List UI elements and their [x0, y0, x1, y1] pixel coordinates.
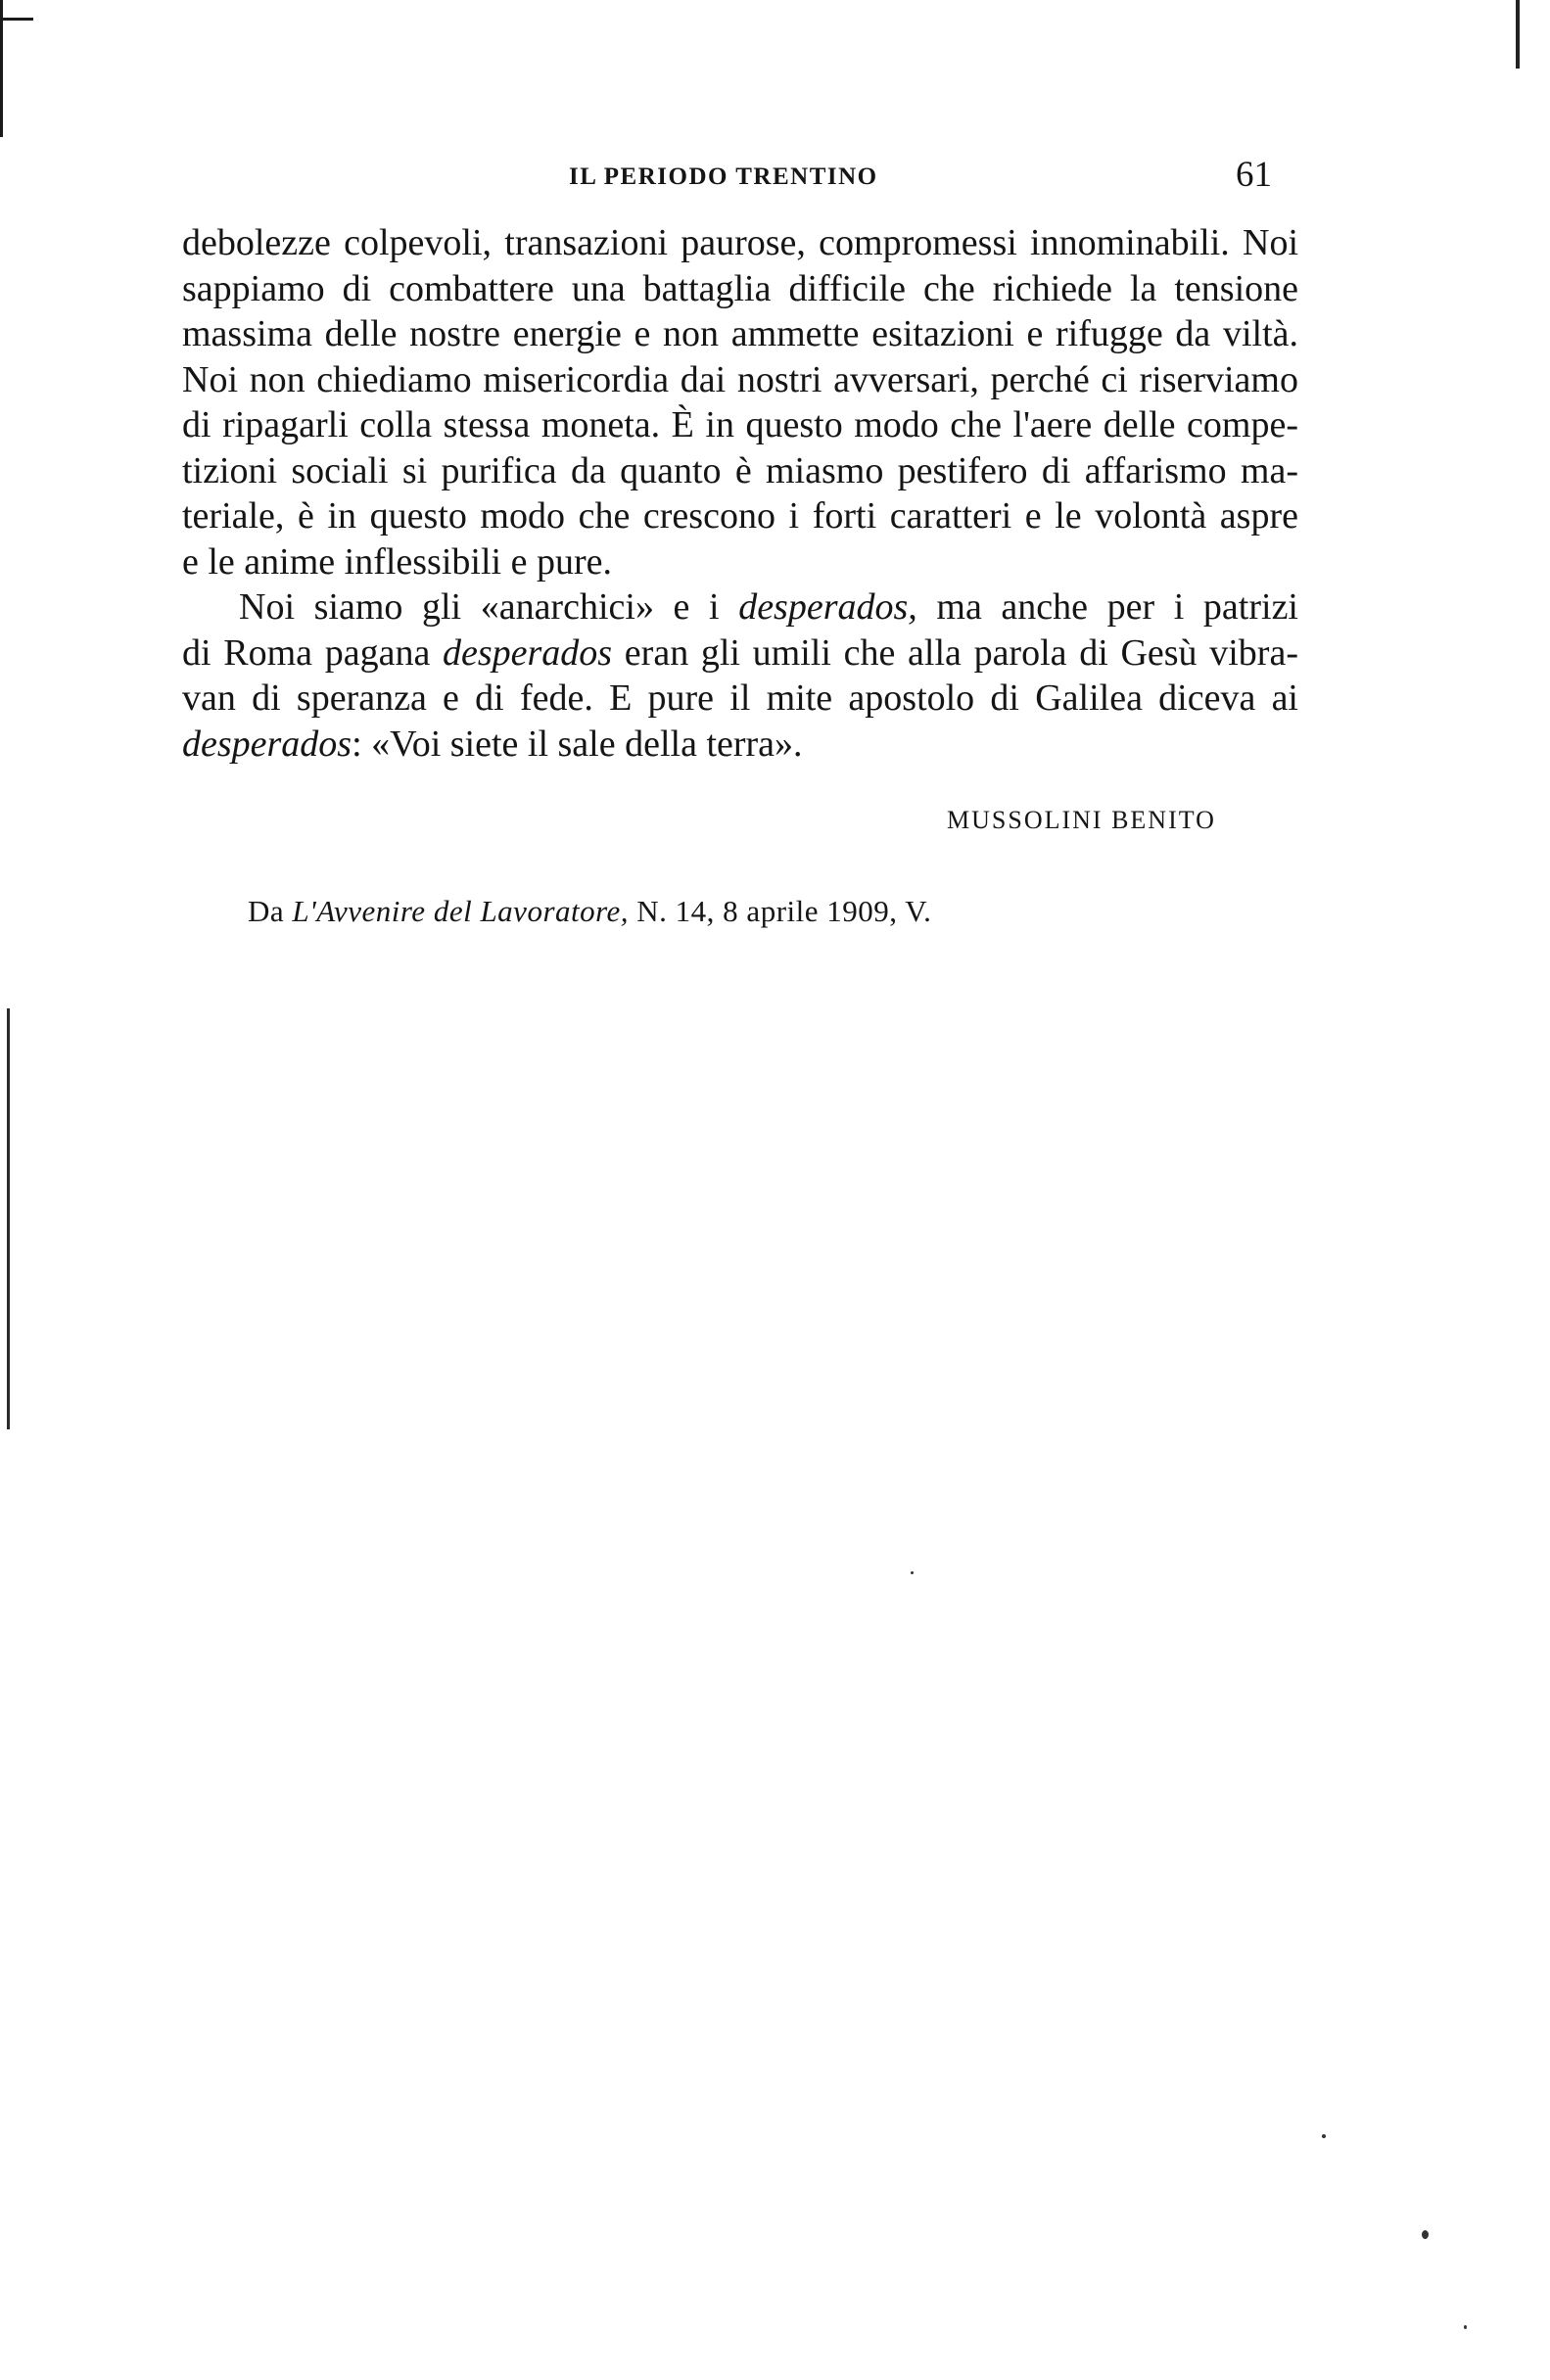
- scan-speck: [1464, 2325, 1467, 2329]
- scan-edge-mark: [0, 18, 33, 21]
- scan-speck: [1322, 2134, 1326, 2138]
- text-run: Da: [248, 894, 293, 928]
- text-line: Noi non chiediamo misericordia dai nostri avversari, perché ci riserviamo: [182, 358, 1298, 400]
- italic-run: desperados,: [738, 586, 917, 628]
- text-line: van di speranza e di fede. E pure il mite apostolo di Galilea diceva ai: [182, 677, 1298, 719]
- publication-title: L'Avvenire del Lavoratore,: [292, 894, 630, 928]
- text-line: teriale, è in questo modo che crescono i forti caratteri e le volontà aspre: [182, 495, 1298, 537]
- text-line: [182, 722, 1298, 768]
- text-run: : «Voi siete il sale della terra».: [352, 723, 803, 765]
- scan-edge-mark: [1516, 0, 1520, 69]
- scan-speck: [1422, 2230, 1429, 2239]
- text-run: eran gli umili che alla parola di Gesù vibra-: [612, 631, 1298, 674]
- body-text: [182, 220, 1298, 767]
- text-line: debolezze colpevoli, transazioni paurose, compromessi innominabili. Noi: [182, 222, 1298, 263]
- author-signature: MUSSOLINI BENITO: [947, 806, 1216, 834]
- running-title: IL PERIODO TRENTINO: [569, 163, 878, 190]
- text-run: Noi siamo gli «anarchici» e i: [239, 586, 739, 628]
- source-citation: [248, 894, 931, 929]
- text-line: massima delle nostre energie e non ammette esitazioni e rifugge da viltà.: [182, 313, 1298, 354]
- text-run: di Roma pagana: [182, 631, 443, 674]
- text-line: e le anime inflessibili e pure.: [182, 540, 612, 583]
- text-line: [182, 630, 1298, 677]
- italic-run: desperados: [182, 723, 352, 765]
- text-run: ma anche per i patrizi: [916, 586, 1298, 628]
- page-number: 61: [1236, 155, 1272, 195]
- text-line: [182, 584, 1298, 630]
- text-run: N. 14, 8 aprile 1909, V.: [629, 894, 932, 928]
- scan-edge-mark: [7, 1008, 10, 1429]
- text-line: di ripagarli colla stessa moneta. È in questo modo che l'aere delle compe-: [182, 404, 1298, 445]
- italic-run: desperados: [443, 631, 613, 674]
- scan-edge-mark: [0, 0, 3, 137]
- text-line: sappiamo di combattere una battaglia difficile che richiede la tensione: [182, 267, 1298, 309]
- scan-speck: [911, 1571, 914, 1574]
- text-line: tizioni sociali si purifica da quanto è miasmo pestifero di affarismo ma-: [182, 449, 1298, 491]
